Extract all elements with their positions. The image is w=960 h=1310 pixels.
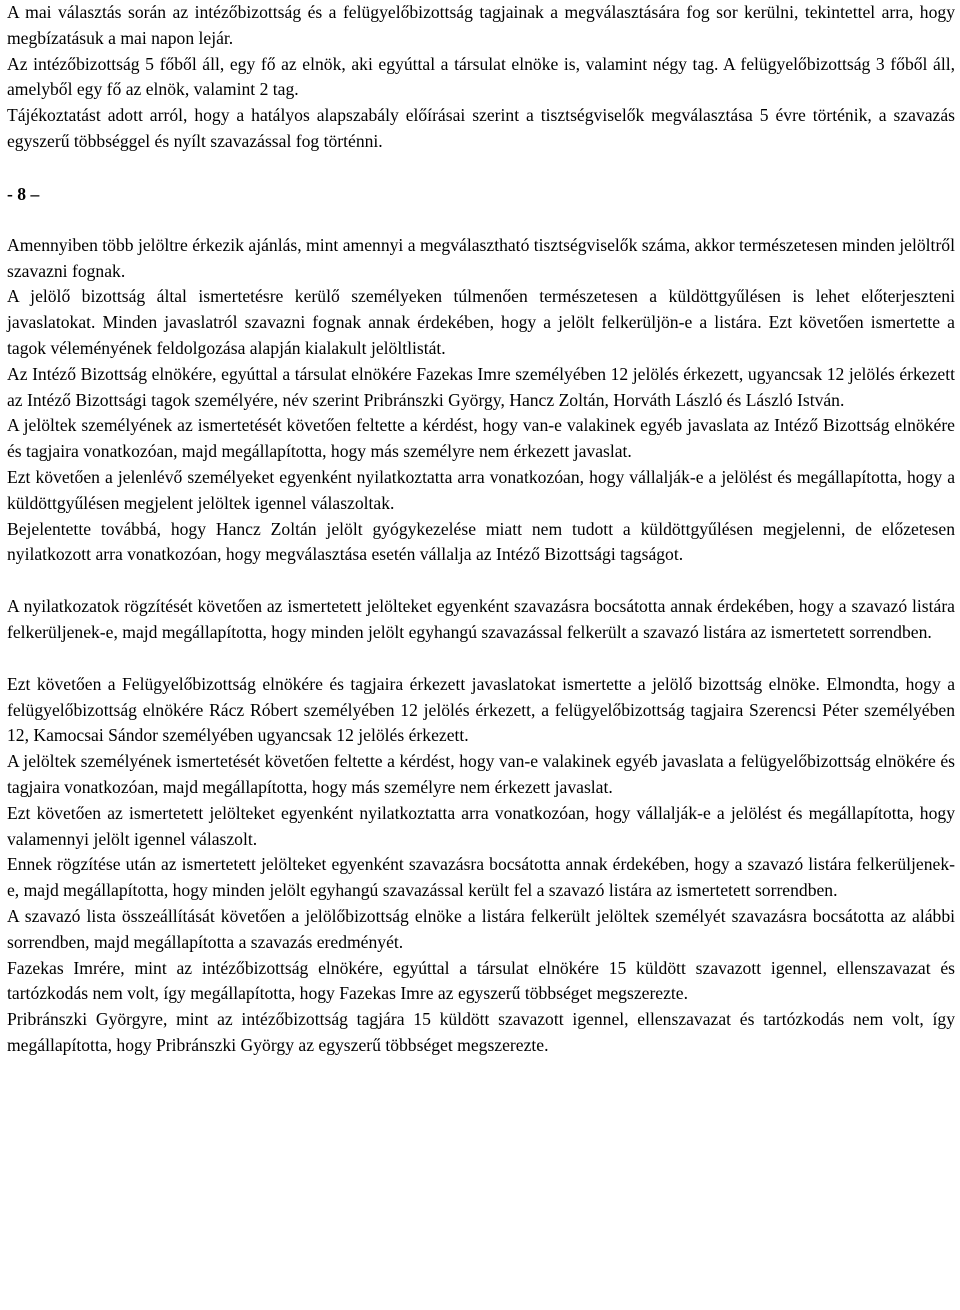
spacer [7,568,955,594]
paragraph-fb-list-vote: Ennek rögzítése után az ismertetett jelölteket egyenként szavazásra bocsátotta annak érdekében, hogy a szavazó listára felkerüljenek-e, majd megállapította, hogy minden jelölt egyhangú szavazással került fel a szavazó listára az ismertetett sorrendben. [7,854,955,901]
paragraph-election-rules: Tájékoztatást adott arról, hogy a hatályos alapszabály előírásai szerint a tisztségviselők megválasztása 5 évre történik, a szavazás egyszerű többséggel és nyílt szavazással fog történni. [7,105,955,151]
paragraph-hancz-absence: Bejelentette továbbá, hogy Hancz Zoltán jelölt gyógykezelése miatt nem tudott a küldöttgyűlésen megjelenni, de előzetesen nyilatkozott arra vonatkozóan, hogy megválasztása esetén vállalja az Intéző Bizottsági tagságot. [7,518,955,565]
paragraph-vote-pribranszki: Pribránszki Györgyre, mint az intézőbizottság tagjára 15 küldött szavazott igennel, ellenszavazat és tartózkodás nem volt, így megállapította, hogy Pribránszki György az egyszerű többséget megszerezte. [7,1009,955,1055]
spacer [7,207,955,233]
spacer [7,155,955,181]
paragraph-fb-nominations: Ezt követően a Felügyelőbizottság elnökére és tagjaira érkezett javaslatokat ismertette a jelölő bizottság elnöke. Elmondta, hogy a felügyelőbizottság elnökére Rácz Róbert személyében 12 jelölés érkezett, a felügyelőbizottság tagjaira Szerencsi Péter személyében 12, Kamocsai Sándor személyében ugyancsak 12 jelölés érkezett. [7,673,955,746]
paragraph-ib-acceptance: Ezt követően a jelenlévő személyeket egyenként nyilatkoztatta arra vonatkozóan, hogy vállalják-e a jelölést és megállapította, hogy a küldöttgyűlésen megjelent jelöltek igennel válaszoltak. [7,466,955,513]
paragraph-ib-other-proposals: A jelöltek személyének az ismertetését követően feltette a kérdést, hogy van-e valakinek egyéb javaslata az Intéző Bizottság elnökére és tagjaira vonatkozóan, majd megállapította, hogy más személyre nem érkezett javaslat. [7,415,955,462]
paragraph-board-composition: Az intézőbizottság 5 főből áll, egy fő az elnök, aki egyúttal a társulat elnöke is, valamint négy tag. A felügyelőbizottság 3 főből áll, amelyből egy fő az elnök, valamint 2 tag. [7,53,955,100]
paragraph-fb-other-proposals: A jelöltek személyének ismertetését követően feltette a kérdést, hogy van-e valakinek egyéb javaslata a felügyelőbizottság elnökére és tagjaira vonatkozóan, majd megállapította, hogy más személyre nem érkezett javaslat. [7,751,955,797]
page-number: - 8 – [7,183,40,204]
paragraph-vote-fazekas: Fazekas Imrére, mint az intézőbizottság elnökére, egyúttal a társulat elnökére 15 küldött szavazott igennel, ellenszavazat és tartózkodás nem volt, így megállapította, hogy Fazekas Imre az egyszerű többséget megszerezte. [7,957,955,1004]
paragraph-fb-acceptance: Ezt követően az ismertetett jelölteket egyenként nyilatkoztatta arra vonatkozóan, hogy vállalják-e a jelölést és megállapította, hogy valamennyi jelölt igennel válaszolt. [7,802,955,849]
spacer [7,646,955,672]
paragraph-ib-nominations: Az Intéző Bizottság elnökére, egyúttal a társulat elnökére Fazekas Imre személyében 12 jelölés érkezett, ugyancsak 12 jelölés érkezett az Intéző Bizottsági tagok személyére, név szerint Pribránszki György, Hancz Zoltán, Horváth László és László István. [7,363,955,410]
paragraph-term-expiry: A mai választás során az intézőbizottság és a felügyelőbizottság tagjainak a megválasztására fog sor kerülni, tekintettel arra, hogy megbízatásuk a mai napon lejár. [7,2,955,48]
paragraph-multiple-candidates: Amennyiben több jelöltre érkezik ajánlás, mint amennyi a megválasztható tisztségviselők száma, akkor természetesen minden jelöltről szavazni fognak. [7,234,955,281]
paragraph-proposals: A jelölő bizottság által ismertetésre kerülő személyeken túlmenően természetesen a küldöttgyűlésen is lehet előterjeszteni javaslatokat. Minden javaslatról szavazni fognak annak érdekében, hogy a jelölt felkerüljön-e a listára. Ezt követően ismertette a tagok véleményének feldolgozása alapján kialakult jelöltlistát. [7,286,955,358]
paragraph-voting-order: A szavazó lista összeállítását követően a jelölőbizottság elnöke a listára felkerült jelöltek személyét szavazásra bocsátotta az alábbi sorrendben, majd megállapította a szavazás eredményét. [7,905,955,952]
paragraph-ib-list-vote: A nyilatkozatok rögzítését követően az ismertetett jelölteket egyenként szavazásra bocsátotta annak érdekében, hogy a szavazó listára felkerüljenek-e, majd megállapította, hogy minden jelölt egyhangú szavazással felkerült a szavazó listára az ismertetett sorrendben. [7,596,955,642]
